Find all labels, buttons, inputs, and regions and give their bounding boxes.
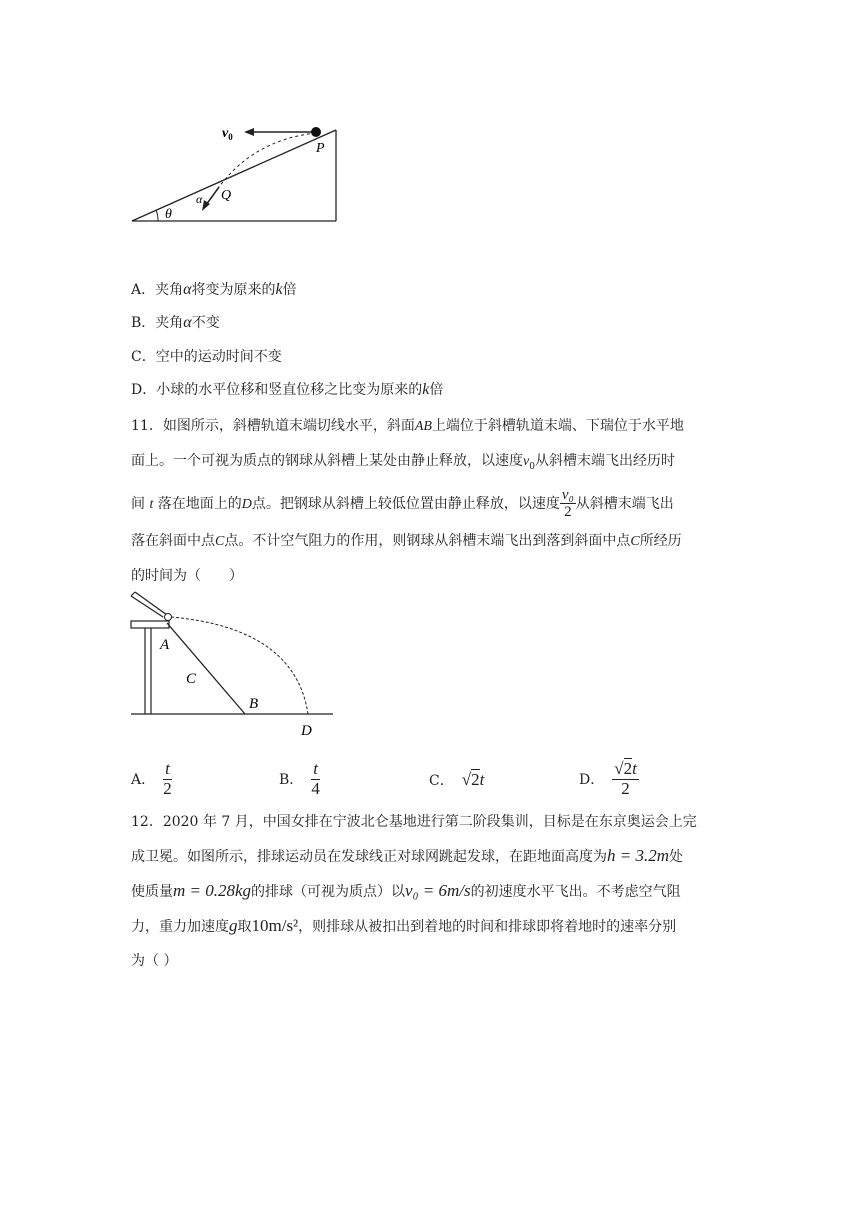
platform — [131, 621, 169, 628]
q11-line-1: 11．如图所示，斜槽轨道末端切线水平，斜面AB上端位于斜槽轨道末端、下瑞位于水平地 — [131, 418, 684, 434]
slide-track-edge — [135, 592, 167, 615]
q12-line-3: 使质量m = 0.28kg的排球（可视为质点）以v₀ = 6m/s的初速度水平飞出。不考虑空气阻 — [131, 881, 681, 900]
point-c-label: C — [186, 671, 197, 687]
trajectory-to-d — [171, 617, 308, 714]
q11-line-4: 落在斜面中点C点。不计空气阻力的作用，则钢球从斜槽末端飞出到落到斜面中点C所经历 — [131, 532, 682, 549]
q11-option-a: A． $\frac{t}{2}$ — [131, 759, 172, 798]
theta-label: θ — [165, 207, 172, 222]
v0-over-2: $\frac{\text{v₀}}{2}$ — [561, 486, 574, 521]
q12-line-5: 为（ ） — [131, 953, 178, 969]
point-d-label: D — [301, 723, 312, 739]
option-d: D．小球的水平位移和竖直位移之比变为原来的k倍 — [131, 381, 444, 398]
q12-line-4: 力，重力加速度g取10m/s²，则排球从被扣出到着地的时间和排球即将着地时的速率分别 — [131, 916, 677, 935]
ball-icon — [165, 614, 172, 621]
v0-label: $v_0$ — [222, 126, 233, 142]
point-q-label: Q — [221, 188, 232, 203]
alpha-label: α — [196, 192, 203, 206]
slide-track — [131, 596, 163, 617]
figure-incline-projectile — [120, 115, 350, 230]
point-a-label: A — [160, 637, 170, 653]
q11-option-b: B． $\frac{t}{4}$ — [279, 759, 320, 798]
trajectory-curve — [214, 133, 316, 194]
question-11 — [131, 409, 741, 593]
q11-option-d: D． $\frac{√2t}{2}$ — [579, 759, 637, 798]
angle-theta-arc — [156, 210, 158, 221]
option-a: A．夹角α将变为原来的k倍 — [131, 281, 297, 298]
q11-option-c: C． √2t — [429, 770, 485, 789]
question-12 — [131, 805, 741, 978]
q12-line-2: 成卫冕。如图所示，排球运动员在发球线正对球网跳起发球，在距地面高度为h = 3.2m处 — [131, 846, 683, 865]
point-b-label: B — [249, 696, 259, 712]
q11-line-2: 面上。一个可视为质点的钢球从斜槽上某处由静止释放，以速度$v_0$从斜槽末端飞出经历时 — [131, 453, 675, 472]
q11-line-3: 间 t 落在地面上的D点。把钢球从斜槽上较低位置由静止释放，以速度 $\frac{\text{v₀}}{2}$ 从斜槽末端飞出 — [131, 486, 674, 521]
incline-ab — [167, 623, 245, 714]
v0-arrowhead — [244, 128, 254, 136]
point-p-label: P — [316, 141, 325, 156]
ball-icon — [311, 127, 321, 137]
figure-slide-incline — [125, 590, 340, 745]
option-c: C．空中的运动时间不变 — [131, 349, 282, 365]
q12-line-1: 12．2020 年 7 月，中国女排在宁波北仑基地进行第二阶段集训，目标是在东京奥运会上完 — [131, 814, 697, 830]
q11-line-5: 的时间为（ ） — [131, 567, 243, 584]
option-b: B．夹角α不变 — [131, 314, 220, 331]
velocity-arrow-q — [206, 187, 219, 205]
slide-track-end — [131, 592, 135, 596]
incline-surface — [132, 130, 336, 221]
